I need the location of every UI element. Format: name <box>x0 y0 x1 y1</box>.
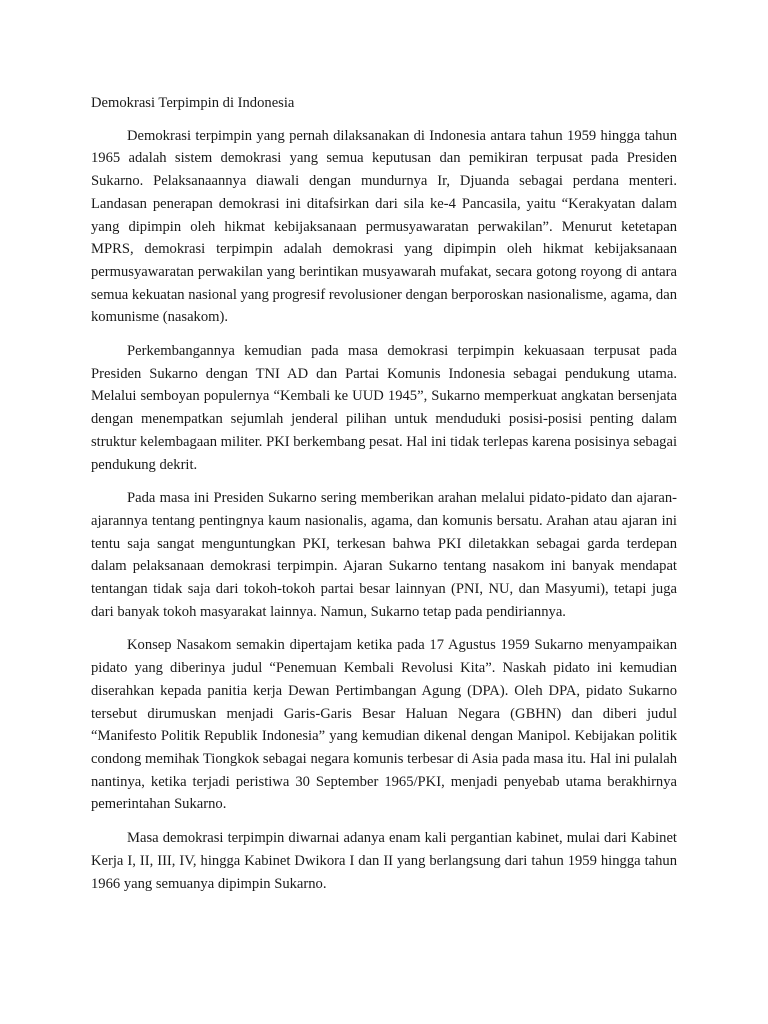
paragraph-1: Demokrasi terpimpin yang pernah dilaksanakan di Indonesia antara tahun 1959 hingga tahun 1965 adalah sistem demokrasi yang semua keputusan dan pemikiran terpusat pada Presiden Sukarno. Pelaksanaannya diawali dengan mundurnya Ir, Djuanda sebagai perdana menteri. Landasan penerapan demokrasi ini ditafsirkan dari sila ke-4 Pancasila, yaitu “Kerakyatan dalam yang dipimpin oleh hikmat kebijaksanaan permusyawaratan perwakilan”. Menurut ketetapan MPRS, demokrasi terpimpin adalah demokrasi yang dipimpin oleh hikmat kebijaksanaan permusyawaratan perwakilan yang berintikan musyawarah mufakat, secara gotong royong di antara semua kekuatan nasional yang progresif revolusioner dengan berporoskan nasionalisme, agama, dan komunisme (nasakom). <box>91 127 677 326</box>
document-body <box>91 92 677 906</box>
paragraph-2: Perkembangannya kemudian pada masa demokrasi terpimpin kekuasaan terpusat pada Presiden Sukarno dengan TNI AD dan Partai Komunis Indonesia sebagai pendukung utama. Melalui semboyan populernya “Kembali ke UUD 1945”, Sukarno memperkuat angkatan bersenjata dengan menempatkan sejumlah jenderal pilihan untuk menduduki posisi-posisi penting dalam struktur kelembagaan militer. PKI berkembang pesat. Hal ini tidak terlepas karena posisinya sebagai pendukung dekrit. <box>91 343 678 473</box>
paragraph-5: Masa demokrasi terpimpin diwarnai adanya enam kali pergantian kabinet, mulai dari Kabinet Kerja I, II, III, IV, hingga Kabinet Dwikora I dan II yang berlangsung dari tahun 1959 hingga tahun 1966 yang semuanya dipimpin Sukarno. <box>91 830 677 892</box>
paragraph-4: Konsep Nasakom semakin dipertajam ketika pada 17 Agustus 1959 Sukarno menyampaikan pidato yang diberinya judul “Penemuan Kembali Revolusi Kita”. Naskah pidato ini kemudian diserahkan kepada panitia kerja Dewan Pertimbangan Agung (DPA). Oleh DPA, pidato Sukarno tersebut dirumuskan menjadi Garis-Garis Besar Haluan Negara (GBHN) dan diberi judul “Manifesto Politik Republik Indonesia” yang kemudian dikenal dengan Manipol. Kebijakan politik condong memihak Tiongkok sebagai negara komunis terbesar di Asia pada masa itu. Hal ini pulalah nantinya, ketika terjadi peristiwa 30 September 1965/PKI, menjadi penyebab utama berakhirnya pemerintahan Sukarno. <box>91 637 677 813</box>
document-title: Demokrasi Terpimpin di Indonesia <box>91 95 295 111</box>
paragraph-3: Pada masa ini Presiden Sukarno sering memberikan arahan melalui pidato-pidato dan ajaran-ajarannya tentang pentingnya kaum nasionalis, agama, dan komunis bersatu. Arahan atau ajaran ini tentu saja sangat menguntungkan PKI, terkesan bahwa PKI diletakkan sebagai garda terdepan dalam pelaksanaan demokrasi terpimpin. Ajaran Sukarno tentang nasakom ini banyak mendapat tentangan tidak saja dari tokoh-tokoh partai besar lainnyan (PNI, NU, dan Masyumi), tetapi juga dari banyak tokoh masyarakat lainnya. Namun, Sukarno tetap pada pendiriannya. <box>91 490 677 620</box>
